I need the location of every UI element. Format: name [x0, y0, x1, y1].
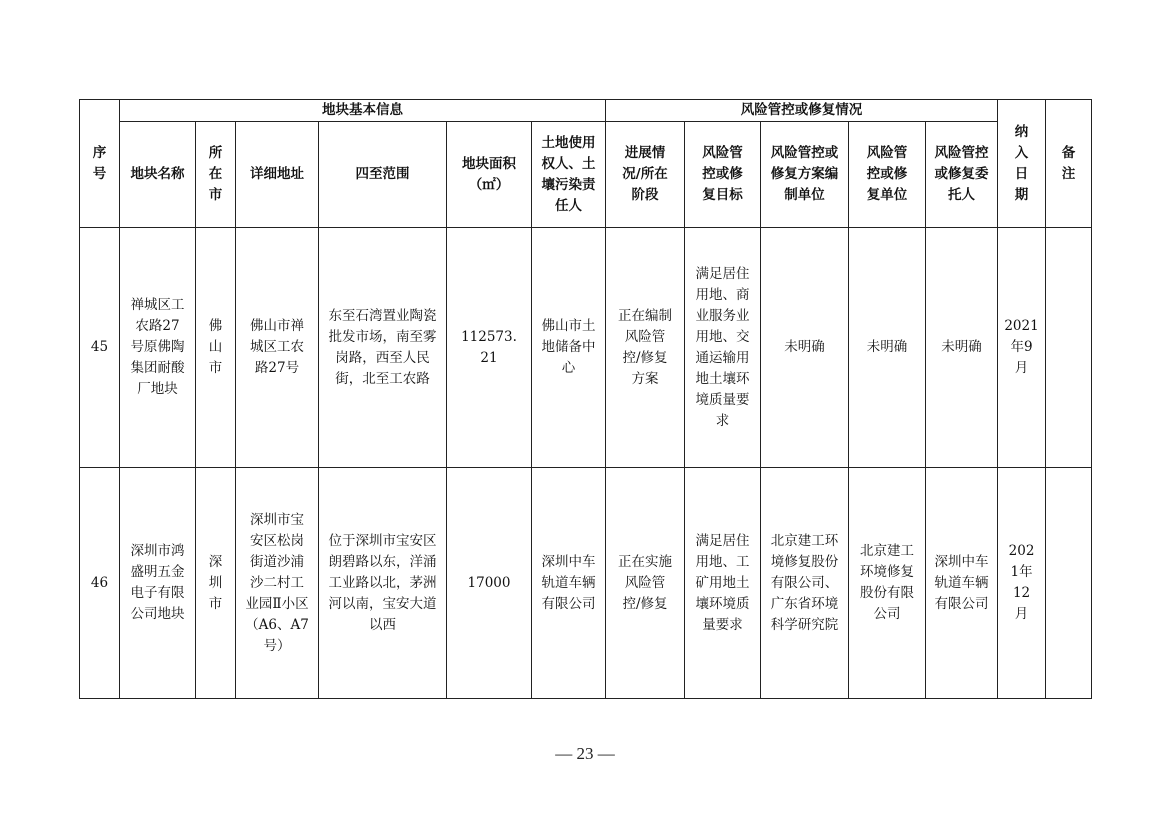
cell-target: 满足居住用地、工矿用地土壤环境质量要求 [685, 468, 761, 699]
header-name: 地块名称 [120, 122, 196, 228]
cell-name: 深圳市鸿盛明五金电子有限公司地块 [120, 468, 196, 699]
header-city: 所在市 [196, 122, 236, 228]
header-remarks-label: 备注 [1061, 144, 1076, 182]
cell-area: 17000 [447, 468, 532, 699]
cell-responsible: 佛山市土地储备中心 [532, 228, 606, 468]
header-risk-control: 风险管控或修复情况 [606, 100, 998, 122]
header-basic-info: 地块基本信息 [120, 100, 606, 122]
header-target: 风险管控或修复目标 [685, 122, 761, 228]
cell-address: 佛山市禅城区工农路27号 [236, 228, 319, 468]
page-number: — 23 — [555, 744, 615, 763]
cell-boundary: 东至石湾置业陶瓷批发市场，南至雾岗路，西至人民街，北至工农路 [319, 228, 447, 468]
cell-remarks [1046, 468, 1092, 699]
header-progress: 进展情况/所在阶段 [606, 122, 685, 228]
group-header-row [80, 100, 1092, 122]
cell-client: 未明确 [926, 228, 998, 468]
cell-target: 满足居住用地、商业服务业用地、交通运输用地土壤环境质量要求 [685, 228, 761, 468]
cell-city: 佛山市 [196, 228, 236, 468]
header-include-date [998, 100, 1046, 228]
cell-index: 45 [80, 228, 120, 468]
header-address: 详细地址 [236, 122, 319, 228]
cell-plan-unit: 北京建工环境修复股份有限公司、广东省环境科学研究院 [761, 468, 849, 699]
header-area: 地块面积（㎡） [447, 122, 532, 228]
header-index-label: 序号 [92, 144, 107, 182]
cell-client: 深圳中车轨道车辆有限公司 [926, 468, 998, 699]
cell-repair-unit: 未明确 [849, 228, 926, 468]
cell-area: 112573.21 [447, 228, 532, 468]
contaminated-land-table [79, 99, 1092, 699]
header-remarks [1046, 100, 1092, 228]
table-row [80, 468, 1092, 699]
cell-name: 禅城区工农路27号原佛陶集团耐酸厂地块 [120, 228, 196, 468]
cell-remarks [1046, 228, 1092, 468]
cell-index: 46 [80, 468, 120, 699]
header-index [80, 100, 120, 228]
header-include-date-label: 纳入日期 [1014, 123, 1029, 203]
cell-progress: 正在实施风险管控/修复 [606, 468, 685, 699]
header-plan-unit: 风险管控或修复方案编制单位 [761, 122, 849, 228]
header-boundary: 四至范围 [319, 122, 447, 228]
cell-include-date: 2021年9月 [998, 228, 1046, 468]
cell-progress: 正在编制风险管控/修复方案 [606, 228, 685, 468]
header-repair-unit: 风险管控或修复单位 [849, 122, 926, 228]
header-client: 风险管控或修复委托人 [926, 122, 998, 228]
column-header-row [80, 122, 1092, 228]
cell-boundary: 位于深圳市宝安区朗碧路以东，洋涌工业路以北，茅洲河以南，宝安大道以西 [319, 468, 447, 699]
cell-responsible: 深圳中车轨道车辆有限公司 [532, 468, 606, 699]
table-row [80, 228, 1092, 468]
cell-plan-unit: 未明确 [761, 228, 849, 468]
cell-repair-unit: 北京建工环境修复股份有限公司 [849, 468, 926, 699]
cell-city: 深圳市 [196, 468, 236, 699]
header-responsible: 土地使用权人、土壤污染责任人 [532, 122, 606, 228]
cell-address: 深圳市宝安区松岗街道沙浦沙二村工业园Ⅱ小区（A6、A7号） [236, 468, 319, 699]
cell-include-date: 2021年12月 [998, 468, 1046, 699]
